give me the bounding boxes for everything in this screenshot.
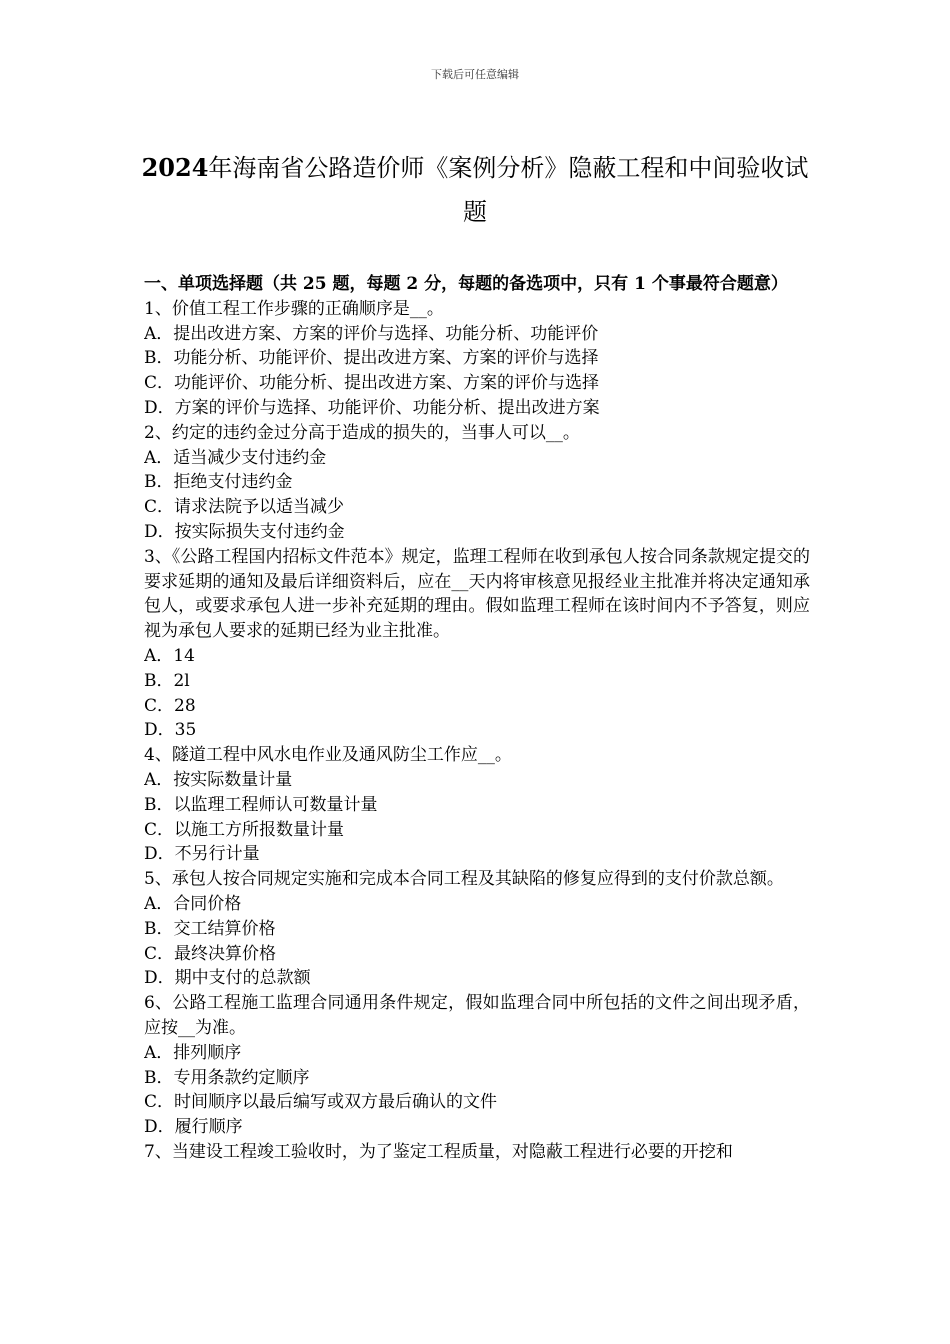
question-option: A．合同价格 [144, 893, 242, 914]
question-stem: 7、当建设工程竣工验收时，为了鉴定工程质量，对隐蔽工程进行必要的开挖和 [144, 1141, 733, 1162]
question-stem: 1、价值工程工作步骤的正确顺序是__。 [144, 298, 444, 319]
question-option: B．拒绝支付违约金 [144, 472, 293, 493]
question-option: C．以施工方所报数量计量 [144, 819, 345, 840]
document-body [144, 272, 810, 1165]
question-option: A．按实际数量计量 [144, 769, 293, 790]
question-option: D．35 [144, 720, 197, 741]
question-option: C．最终决算价格 [144, 943, 277, 964]
question-7 [144, 1140, 810, 1165]
question-option: B．功能分析、功能评价、提出改进方案、方案的评价与选择 [144, 348, 599, 369]
section-heading: 一、单项选择题（共 25 题，每题 2 分，每题的备选项中，只有 1 个事最符合题意） [144, 274, 788, 294]
question-option: A．提出改进方案、方案的评价与选择、功能分析、功能评价 [144, 323, 599, 344]
question-5 [144, 867, 810, 991]
question-stem: 3、《公路工程国内招标文件范本》规定，监理工程师在收到承包人按合同条款规定提交的要求延期的通知及最后详细资料后，应在__天内将审核意见报经业主批准并将决定通知承包人，或要求承包人进一步补充延期的理由。假如监理工程师在该时间内不予答复，则应视为承包人要求的延期已经为业主批准。 [144, 546, 810, 642]
question-6 [144, 991, 810, 1140]
question-option: C．时间顺序以最后编写或双方最后确认的文件 [144, 1092, 498, 1113]
question-option: C．功能评价、功能分析、提出改进方案、方案的评价与选择 [144, 373, 600, 394]
question-3 [144, 545, 810, 743]
question-stem: 6、公路工程施工监理合同通用条件规定，假如监理合同中所包括的文件之间出现矛盾，应按__为准。 [144, 993, 810, 1038]
question-option: B．以监理工程师认可数量计量 [144, 794, 378, 815]
document-title [140, 146, 810, 234]
title-text: 年海南省公路造价师《案例分析》隐蔽工程和中间验收试题 [208, 154, 809, 226]
question-2 [144, 421, 810, 545]
header-note: 下载后可任意编辑 [431, 68, 519, 81]
question-stem: 4、隧道工程中风水电作业及通风防尘工作应__。 [144, 745, 512, 766]
question-option: D．不另行计量 [144, 844, 260, 865]
question-stem: 2、约定的违约金过分高于造成的损失的，当事人可以__。 [144, 422, 580, 443]
title-year: 2024 [141, 153, 209, 182]
question-option: A．14 [144, 645, 195, 666]
question-option: C．28 [144, 695, 196, 716]
question-option: A．排列顺序 [144, 1042, 242, 1063]
question-option: B．专用条款约定顺序 [144, 1067, 310, 1088]
question-option: C．请求法院予以适当减少 [144, 497, 345, 518]
question-1 [144, 297, 810, 421]
question-4 [144, 743, 810, 867]
question-stem: 5、承包人按合同规定实施和完成本合同工程及其缺陷的修复应得到的支付价款总额。 [144, 869, 784, 890]
question-option: B．交工结算价格 [144, 918, 276, 939]
question-option: D．按实际损失支付违约金 [144, 521, 345, 542]
question-option: B．2l [144, 670, 190, 691]
question-option: D．履行顺序 [144, 1117, 243, 1138]
question-option: A．适当减少支付违约金 [144, 447, 327, 468]
question-option: D．期中支付的总款额 [144, 968, 311, 989]
question-option: D．方案的评价与选择、功能评价、功能分析、提出改进方案 [144, 397, 600, 418]
